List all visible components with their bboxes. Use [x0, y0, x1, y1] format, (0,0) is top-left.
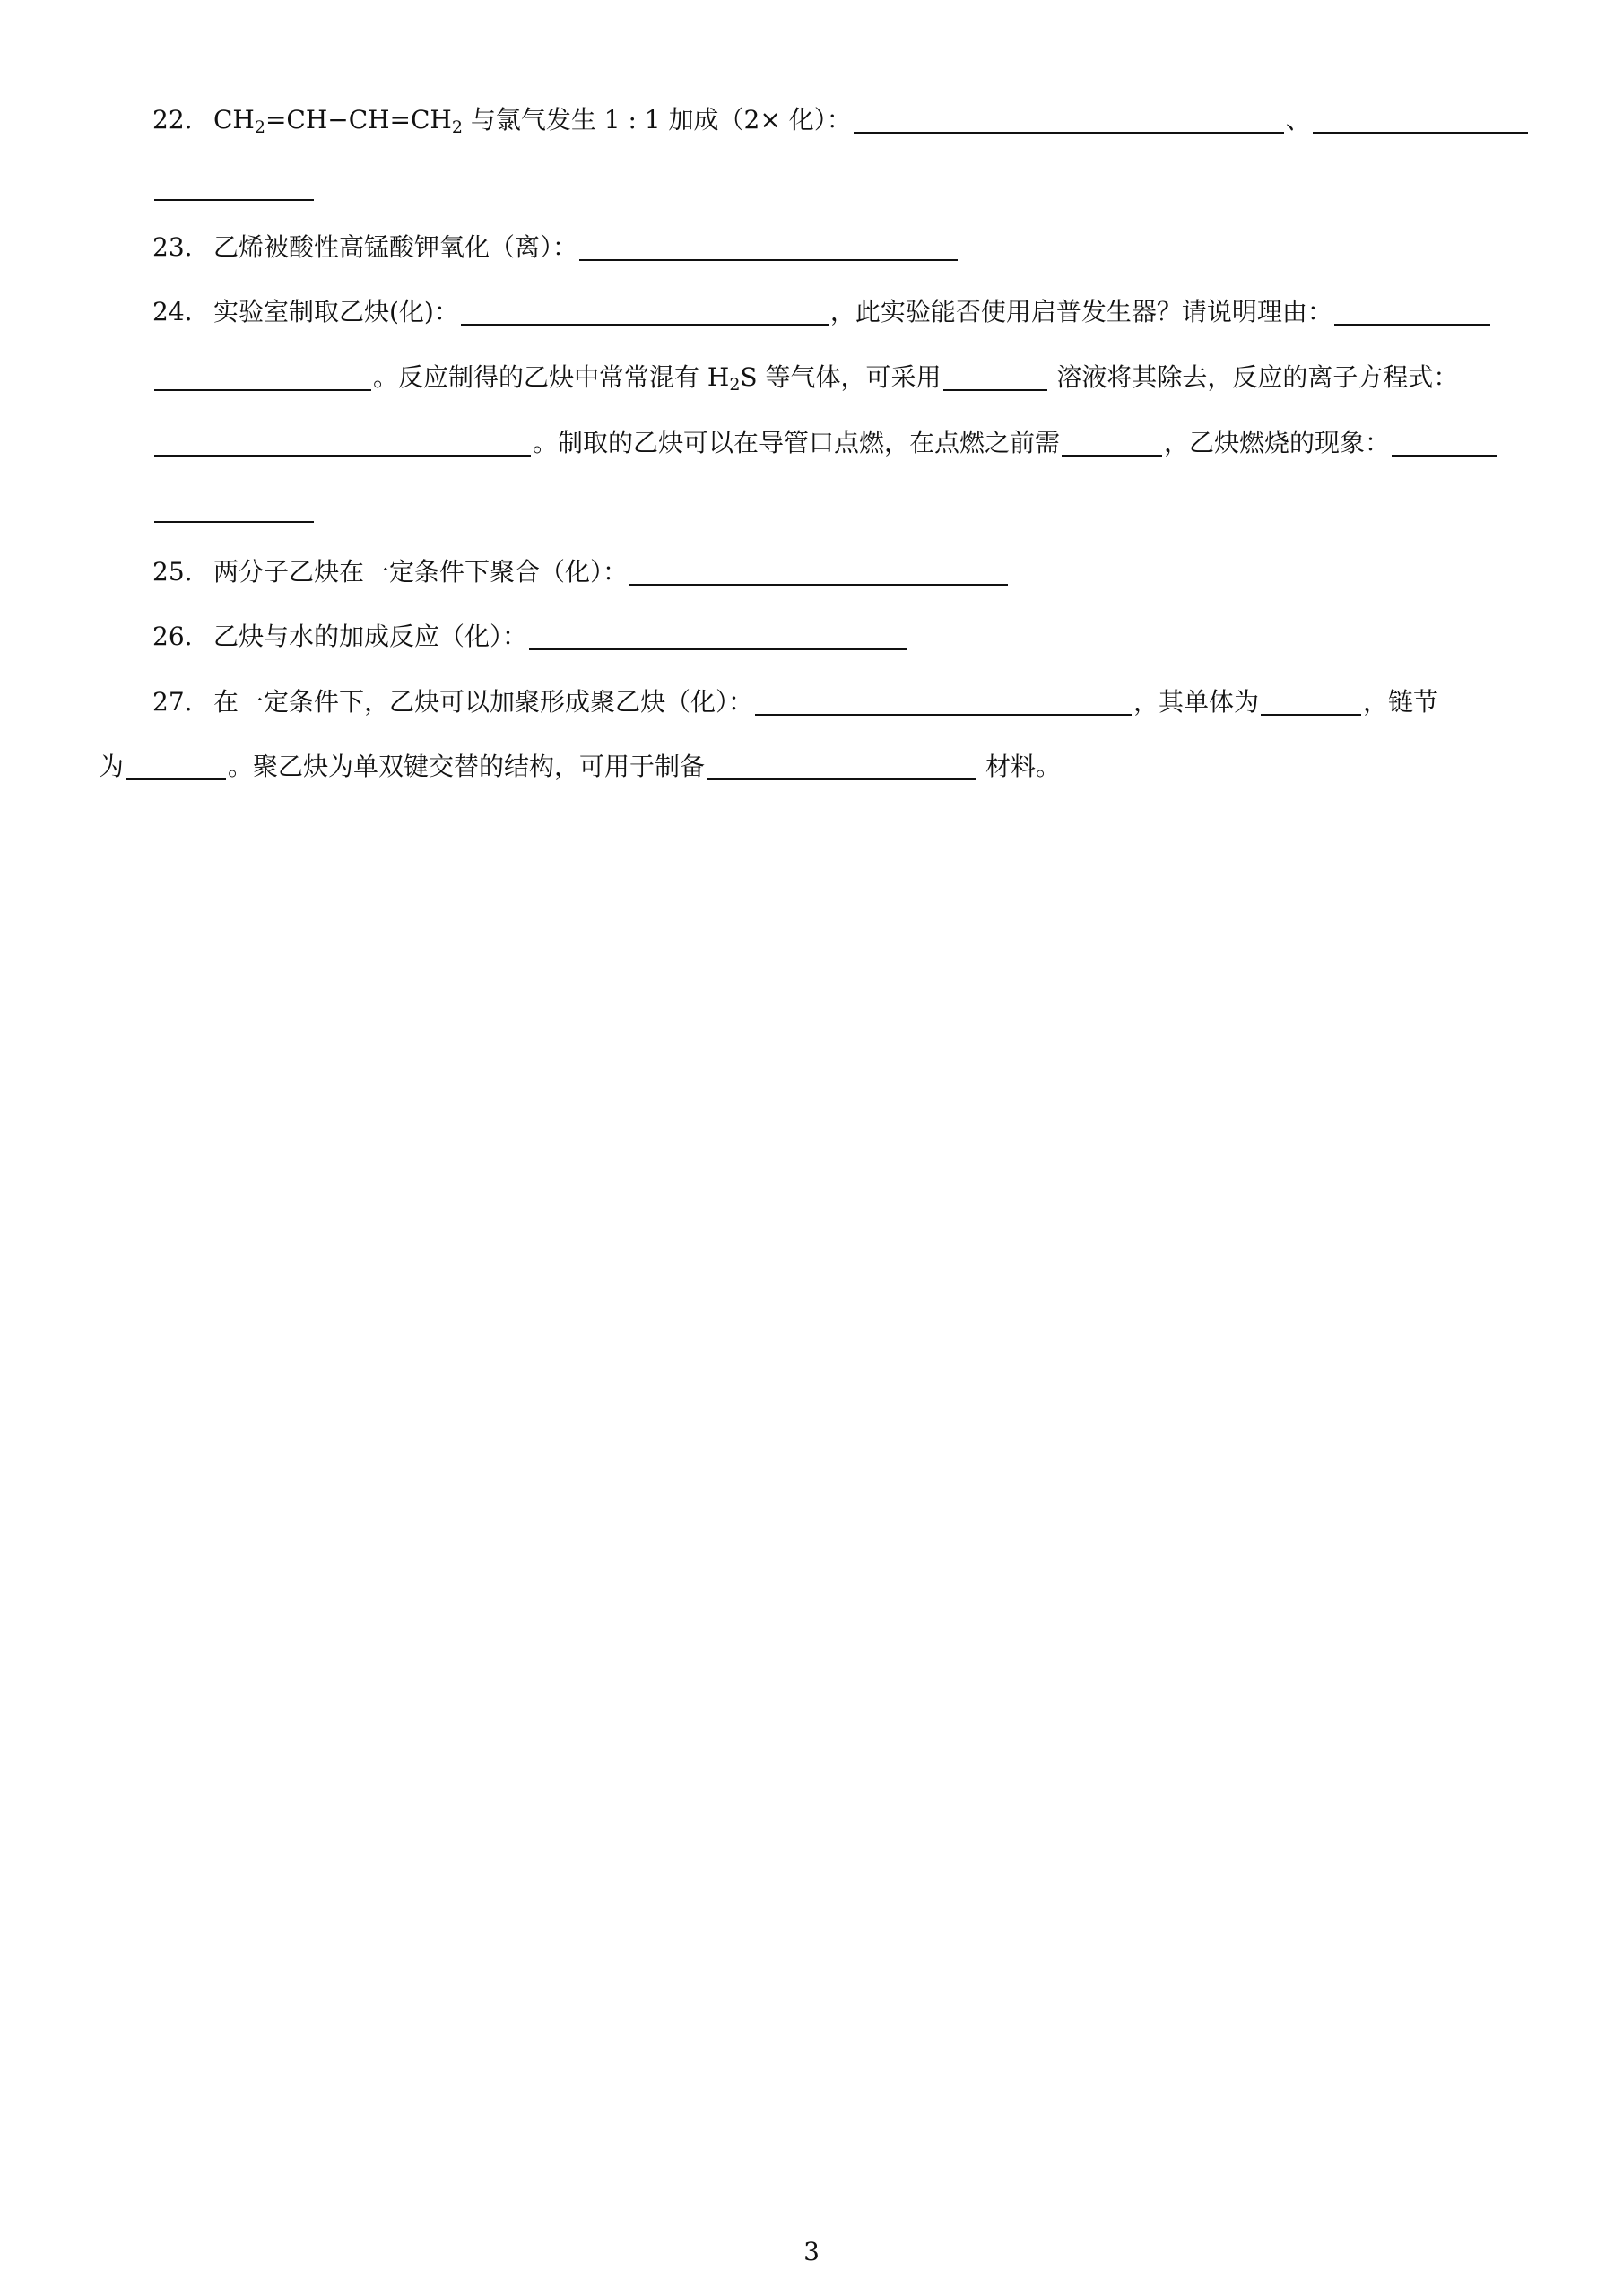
answer-blank[interactable]	[154, 428, 531, 457]
separator: 、	[1285, 105, 1311, 135]
question-text: ，乙炔燃烧的现象：	[1164, 428, 1391, 457]
answer-blank[interactable]	[154, 362, 371, 391]
question-text: 溶液将其除去，反应的离子方程式：	[1056, 362, 1459, 392]
question-24	[152, 294, 1533, 330]
page-number: 3	[803, 2237, 820, 2266]
question-24-line-3	[152, 425, 1533, 461]
question-24-continued	[152, 491, 1533, 527]
answer-blank[interactable]	[529, 622, 907, 650]
answer-blank[interactable]	[1313, 105, 1528, 134]
answer-blank[interactable]	[1392, 428, 1497, 457]
question-number: 27.	[152, 687, 193, 717]
question-text: 。聚乙炔为单双键交替的结构，可用于制备	[228, 752, 706, 781]
question-text: 。反应制得的乙炔中常常混有 $H_2S$ 等气体，可采用	[373, 362, 942, 395]
question-text: 与氯气发生 1 : 1 加成（2× 化）：	[470, 105, 852, 135]
question-27	[152, 684, 1533, 720]
question-27-line-2	[99, 749, 1533, 785]
question-text: 。制取的乙炔可以在导管口点燃，在点燃之前需	[533, 428, 1061, 457]
question-22-continued	[152, 170, 1533, 205]
question-number: 22.	[152, 105, 193, 135]
answer-blank[interactable]	[461, 297, 829, 326]
question-number: 25.	[152, 557, 193, 587]
question-25	[152, 554, 1533, 590]
question-text: 为	[99, 752, 125, 781]
butadiene-formula: $CH_2=CH-CH=CH_2$	[213, 105, 463, 137]
question-text: ，链节	[1363, 687, 1439, 717]
question-number: 26.	[152, 622, 193, 651]
question-text: 乙炔与水的加成反应（化）：	[213, 622, 528, 651]
question-number: 23.	[152, 232, 193, 262]
question-number: 24.	[152, 297, 193, 326]
question-23	[152, 230, 1533, 265]
answer-blank[interactable]	[579, 232, 958, 261]
answer-blank[interactable]	[707, 752, 976, 780]
answer-blank[interactable]	[854, 105, 1284, 134]
answer-blank[interactable]	[943, 362, 1047, 391]
answer-blank[interactable]	[629, 557, 1008, 586]
question-24-line-2	[152, 360, 1533, 396]
question-text: ，其单体为	[1133, 687, 1260, 717]
question-22	[152, 102, 1533, 138]
answer-blank[interactable]	[126, 752, 226, 780]
question-text: 两分子乙炔在一定条件下聚合（化）：	[213, 557, 629, 587]
question-text: 实验室制取乙炔(化)：	[213, 297, 459, 326]
question-text: 在一定条件下，乙炔可以加聚形成聚乙炔（化）：	[213, 687, 754, 717]
question-text: ，此实验能否使用启普发生器？请说明理由：	[829, 297, 1332, 326]
question-26	[152, 619, 1533, 655]
answer-blank[interactable]	[1334, 297, 1490, 326]
answer-blank[interactable]	[154, 172, 314, 201]
answer-blank[interactable]	[1261, 687, 1361, 716]
answer-blank[interactable]	[154, 494, 314, 523]
question-text: 乙烯被酸性高锰酸钾氧化（离）：	[213, 232, 578, 262]
answer-blank[interactable]	[1062, 428, 1162, 457]
answer-blank[interactable]	[755, 687, 1132, 716]
question-text: 材料。	[985, 752, 1061, 781]
